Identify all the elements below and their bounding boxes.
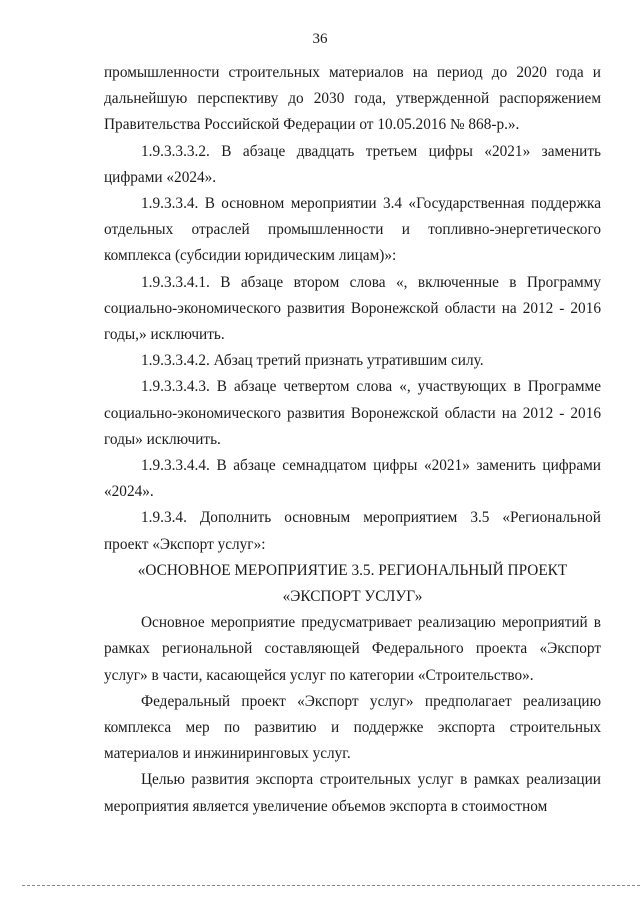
paragraph: 1.9.3.3.4. В основном мероприятии 3.4 «Государственная поддержка отдельных отраслей промышленности и топливно-энергетического комплекса (субсидии юридическим лицам)»: (104, 195, 601, 265)
section-heading: «ЭКСПОРТ УСЛУГ» (282, 588, 423, 606)
paragraph: Федеральный проект «Экспорт услуг» предполагает реализацию комплекса мер по развитию и поддержке экспорта строительных материалов и инжиниринговых услуг. (104, 692, 601, 763)
paragraph: 1.9.3.4. Дополнить основным мероприятием 3.5 «Региональной проект «Экспорт услуг»: (104, 509, 601, 553)
paragraph: промышленности строительных материалов на период до 2020 года и дальнейшую перспективу до 2030 года, утвержденной распоряжением Правительства Российской Федерации от 10.05.2016 № 868-р.». (104, 64, 601, 134)
page-number: 36 (312, 31, 328, 47)
section-heading: «ОСНОВНОЕ МЕРОПРИЯТИЕ 3.5. РЕГИОНАЛЬНЫЙ ПРОЕКТ (137, 561, 568, 579)
paragraph: 1.9.3.3.4.3. В абзаце четвертом слова «, участвующих в Программе социально-экономического развития Воронежской области на 2012 - 2016 годы» исключить. (104, 378, 601, 448)
page-bottom-edge (22, 885, 640, 886)
paragraph: Основное мероприятие предусматривает реализацию мероприятий в рамках региональной составляющей Федерального проекта «Экспорт услуг» в части, касающейся услуг по категории «Строительство». (104, 614, 601, 684)
paragraph: 1.9.3.3.4.2. Абзац третий признать утратившим силу. (141, 352, 484, 370)
paragraph: Целью развития экспорта строительных услуг в рамках реализации мероприятия является увеличение объемов экспорта в стоимостном (104, 771, 601, 815)
document-body (104, 60, 601, 820)
paragraph: 1.9.3.3.4.1. В абзаце втором слова «, включенные в Программу социально-экономического развития Воронежской области на 2012 - 2016 годы,» исключить. (104, 273, 601, 344)
paragraph: 1.9.3.3.3.2. В абзаце двадцать третьем цифры «2021» заменить цифрами «2024». (104, 142, 601, 186)
paragraph: 1.9.3.3.4.4. В абзаце семнадцатом цифры «2021» заменить цифрами «2024». (104, 457, 601, 501)
